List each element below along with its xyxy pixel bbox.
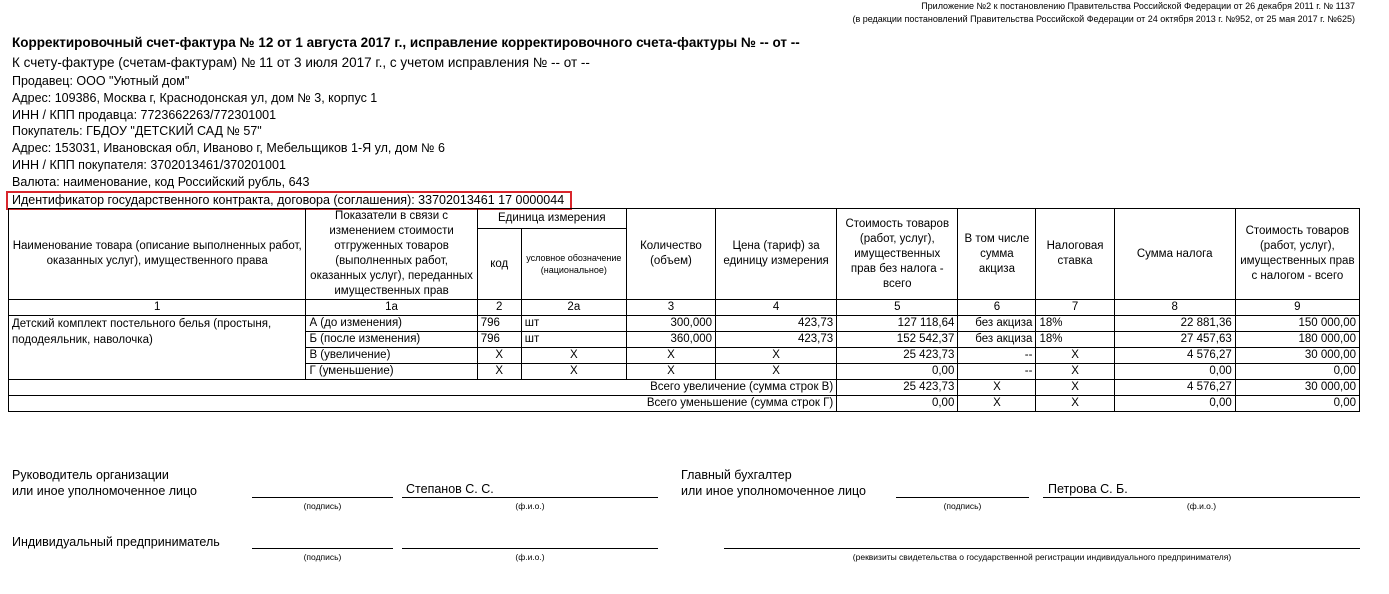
tax-sum: 0,00 bbox=[1114, 396, 1235, 412]
unit-symbol: X bbox=[521, 364, 626, 380]
header-cost-with-tax: Стоимость товаров (работ, услуг), имущественных прав с налогом - всего bbox=[1235, 209, 1359, 300]
entrepreneur-fio-line bbox=[402, 548, 658, 549]
row-label: В (увеличение) bbox=[306, 348, 477, 364]
col-number: 2а bbox=[521, 300, 626, 316]
tax-sum: 4 576,27 bbox=[1114, 348, 1235, 364]
cost-with-tax: 0,00 bbox=[1235, 396, 1359, 412]
appendix-line-2: (в редакции постановлений Правительства Российской Федерации от 24 октября 2013 г. №952, от 25 мая 2017 г. №625) bbox=[852, 14, 1355, 24]
col-number: 6 bbox=[958, 300, 1036, 316]
head-signature-caption: (подпись) bbox=[303, 501, 342, 511]
cost-with-tax: 180 000,00 bbox=[1235, 332, 1359, 348]
excise: -- bbox=[958, 348, 1036, 364]
invoice-table bbox=[8, 208, 1360, 412]
registration-caption: (реквизиты свидетельства о государственной регистрации индивидуального предпринимателя) bbox=[852, 552, 1232, 562]
entrepreneur-label: Индивидуальный предприниматель bbox=[12, 535, 220, 549]
header-unit: Единица измерения bbox=[477, 209, 626, 229]
col-number: 5 bbox=[837, 300, 958, 316]
head-fio-line bbox=[402, 497, 658, 498]
row-label: А (до изменения) bbox=[306, 316, 477, 332]
accountant-fio-line bbox=[1043, 497, 1360, 498]
unit-symbol: шт bbox=[521, 332, 626, 348]
col-number: 2 bbox=[477, 300, 521, 316]
total-increase-row bbox=[9, 380, 1360, 396]
buyer: Покупатель: ГБДОУ "ДЕТСКИЙ САД № 57" bbox=[12, 124, 262, 139]
cost-no-tax: 25 423,73 bbox=[837, 380, 958, 396]
head-signature-line bbox=[252, 497, 393, 498]
row-label: Г (уменьшение) bbox=[306, 364, 477, 380]
buyer-inn-kpp: ИНН / КПП покупателя: 3702013461/370201001 bbox=[12, 157, 286, 172]
cost-no-tax: 0,00 bbox=[837, 364, 958, 380]
cost-with-tax: 30 000,00 bbox=[1235, 348, 1359, 364]
invoice-reference: К счету-фактуре (счетам-фактурам) № 11 от 3 июля 2017 г., с учетом исправления № -- от -- bbox=[12, 55, 590, 70]
price: 423,73 bbox=[716, 332, 837, 348]
entrepreneur-signature-caption: (подпись) bbox=[303, 552, 342, 562]
excise: -- bbox=[958, 364, 1036, 380]
col-number: 8 bbox=[1114, 300, 1235, 316]
accountant-label-line-2: или иное уполномоченное лицо bbox=[681, 484, 867, 498]
tax-rate: 18% bbox=[1036, 332, 1114, 348]
quantity: X bbox=[626, 364, 715, 380]
appendix-line-1: Приложение №2 к постановлению Правительства Российской Федерации от 26 декабря 2011 г. № 1137 bbox=[921, 1, 1355, 11]
accountant-name: Петрова С. Б. bbox=[1048, 482, 1128, 496]
document-title: Корректировочный счет-фактура № 12 от 1 августа 2017 г., исправление корректировочного счета-фактуры № -- от -- bbox=[12, 35, 800, 50]
header-unit-code: код bbox=[477, 229, 521, 300]
col-number: 4 bbox=[716, 300, 837, 316]
tax-rate: X bbox=[1036, 380, 1114, 396]
seller: Продавец: ООО "Уютный дом" bbox=[12, 74, 190, 88]
contract-identifier: Идентификатор государственного контракта, договора (соглашения): 33702013461 17 0000044 bbox=[6, 191, 572, 210]
head-label-line-2: или иное уполномоченное лицо bbox=[12, 484, 198, 498]
entrepreneur-fio-caption: (ф.и.о.) bbox=[515, 552, 545, 562]
cost-no-tax: 0,00 bbox=[837, 396, 958, 412]
unit-code: X bbox=[477, 348, 521, 364]
header-name: Наименование товара (описание выполненных работ, оказанных услуг), имущественного права bbox=[9, 209, 306, 300]
head-name: Степанов С. С. bbox=[406, 482, 494, 496]
excise: X bbox=[958, 396, 1036, 412]
col-number: 3 bbox=[626, 300, 715, 316]
buyer-address: Адрес: 153031, Ивановская обл, Иваново г, Мебельщиков 1-Я ул, дом № 6 bbox=[12, 141, 445, 156]
tax-rate: 18% bbox=[1036, 316, 1114, 332]
accountant-signature-caption: (подпись) bbox=[943, 501, 982, 511]
accountant-label bbox=[681, 467, 866, 499]
entrepreneur-signature-line bbox=[252, 548, 393, 549]
unit-code: 796 bbox=[477, 332, 521, 348]
col-number: 7 bbox=[1036, 300, 1114, 316]
col-number: 1а bbox=[306, 300, 477, 316]
tax-sum: 0,00 bbox=[1114, 364, 1235, 380]
tax-sum: 27 457,63 bbox=[1114, 332, 1235, 348]
seller-address: Адрес: 109386, Москва г, Краснодонская ул, дом № 3, корпус 1 bbox=[12, 90, 378, 105]
excise: без акциза bbox=[958, 316, 1036, 332]
cost-no-tax: 152 542,37 bbox=[837, 332, 958, 348]
cost-with-tax: 150 000,00 bbox=[1235, 316, 1359, 332]
unit-symbol: X bbox=[521, 348, 626, 364]
cost-no-tax: 127 118,64 bbox=[837, 316, 958, 332]
accountant-fio-caption: (ф.и.о.) bbox=[1186, 501, 1217, 511]
tax-sum: 4 576,27 bbox=[1114, 380, 1235, 396]
header-excise: В том числе сумма акциза bbox=[958, 209, 1036, 300]
header-unit-symbol: условное обозначение (национальное) bbox=[521, 229, 626, 300]
seller-inn-kpp: ИНН / КПП продавца: 7723662263/772301001 bbox=[12, 107, 277, 122]
header-tax-rate: Налоговая ставка bbox=[1036, 209, 1114, 300]
tax-rate: X bbox=[1036, 396, 1114, 412]
cost-with-tax: 30 000,00 bbox=[1235, 380, 1359, 396]
header-quantity: Количество (объем) bbox=[626, 209, 715, 300]
header-tax-sum: Сумма налога bbox=[1114, 209, 1235, 300]
head-label bbox=[12, 467, 197, 499]
price: 423,73 bbox=[716, 316, 837, 332]
cost-no-tax: 25 423,73 bbox=[837, 348, 958, 364]
tax-rate: X bbox=[1036, 364, 1114, 380]
column-numbers-row bbox=[9, 300, 1360, 316]
unit-code: X bbox=[477, 364, 521, 380]
accountant-signature-line bbox=[896, 497, 1029, 498]
price: X bbox=[716, 348, 837, 364]
tax-rate: X bbox=[1036, 348, 1114, 364]
col-number: 1 bbox=[9, 300, 306, 316]
row-label: Б (после изменения) bbox=[306, 332, 477, 348]
accountant-label-line-1: Главный бухгалтер bbox=[681, 468, 792, 482]
unit-symbol: шт bbox=[521, 316, 626, 332]
registration-line bbox=[724, 548, 1360, 549]
header-row bbox=[9, 209, 1360, 229]
item-name: Детский комплект постельного белья (простыня, пододеяльник, наволочка) bbox=[9, 316, 306, 380]
excise: X bbox=[958, 380, 1036, 396]
quantity: 300,000 bbox=[626, 316, 715, 332]
total-decrease-label: Всего уменьшение (сумма строк Г) bbox=[9, 396, 837, 412]
tax-sum: 22 881,36 bbox=[1114, 316, 1235, 332]
head-fio-caption: (ф.и.о.) bbox=[515, 501, 545, 511]
col-number: 9 bbox=[1235, 300, 1359, 316]
table-row bbox=[9, 316, 1360, 332]
header-cost-no-tax: Стоимость товаров (работ, услуг), имущественных прав без налога - всего bbox=[837, 209, 958, 300]
currency: Валюта: наименование, код Российский рубль, 643 bbox=[12, 174, 310, 189]
header-price: Цена (тариф) за единицу измерения bbox=[716, 209, 837, 300]
appendix-note bbox=[852, 0, 1355, 26]
quantity: X bbox=[626, 348, 715, 364]
unit-code: 796 bbox=[477, 316, 521, 332]
excise: без акциза bbox=[958, 332, 1036, 348]
total-increase-label: Всего увеличение (сумма строк В) bbox=[9, 380, 837, 396]
cost-with-tax: 0,00 bbox=[1235, 364, 1359, 380]
quantity: 360,000 bbox=[626, 332, 715, 348]
invoice-details bbox=[12, 55, 590, 210]
head-label-line-1: Руководитель организации bbox=[12, 468, 169, 482]
price: X bbox=[716, 364, 837, 380]
total-decrease-row bbox=[9, 396, 1360, 412]
header-indicators: Показатели в связи с изменением стоимости отгруженных товаров (выполненных работ, оказанных услуг), переданных имущественных прав bbox=[306, 209, 477, 300]
